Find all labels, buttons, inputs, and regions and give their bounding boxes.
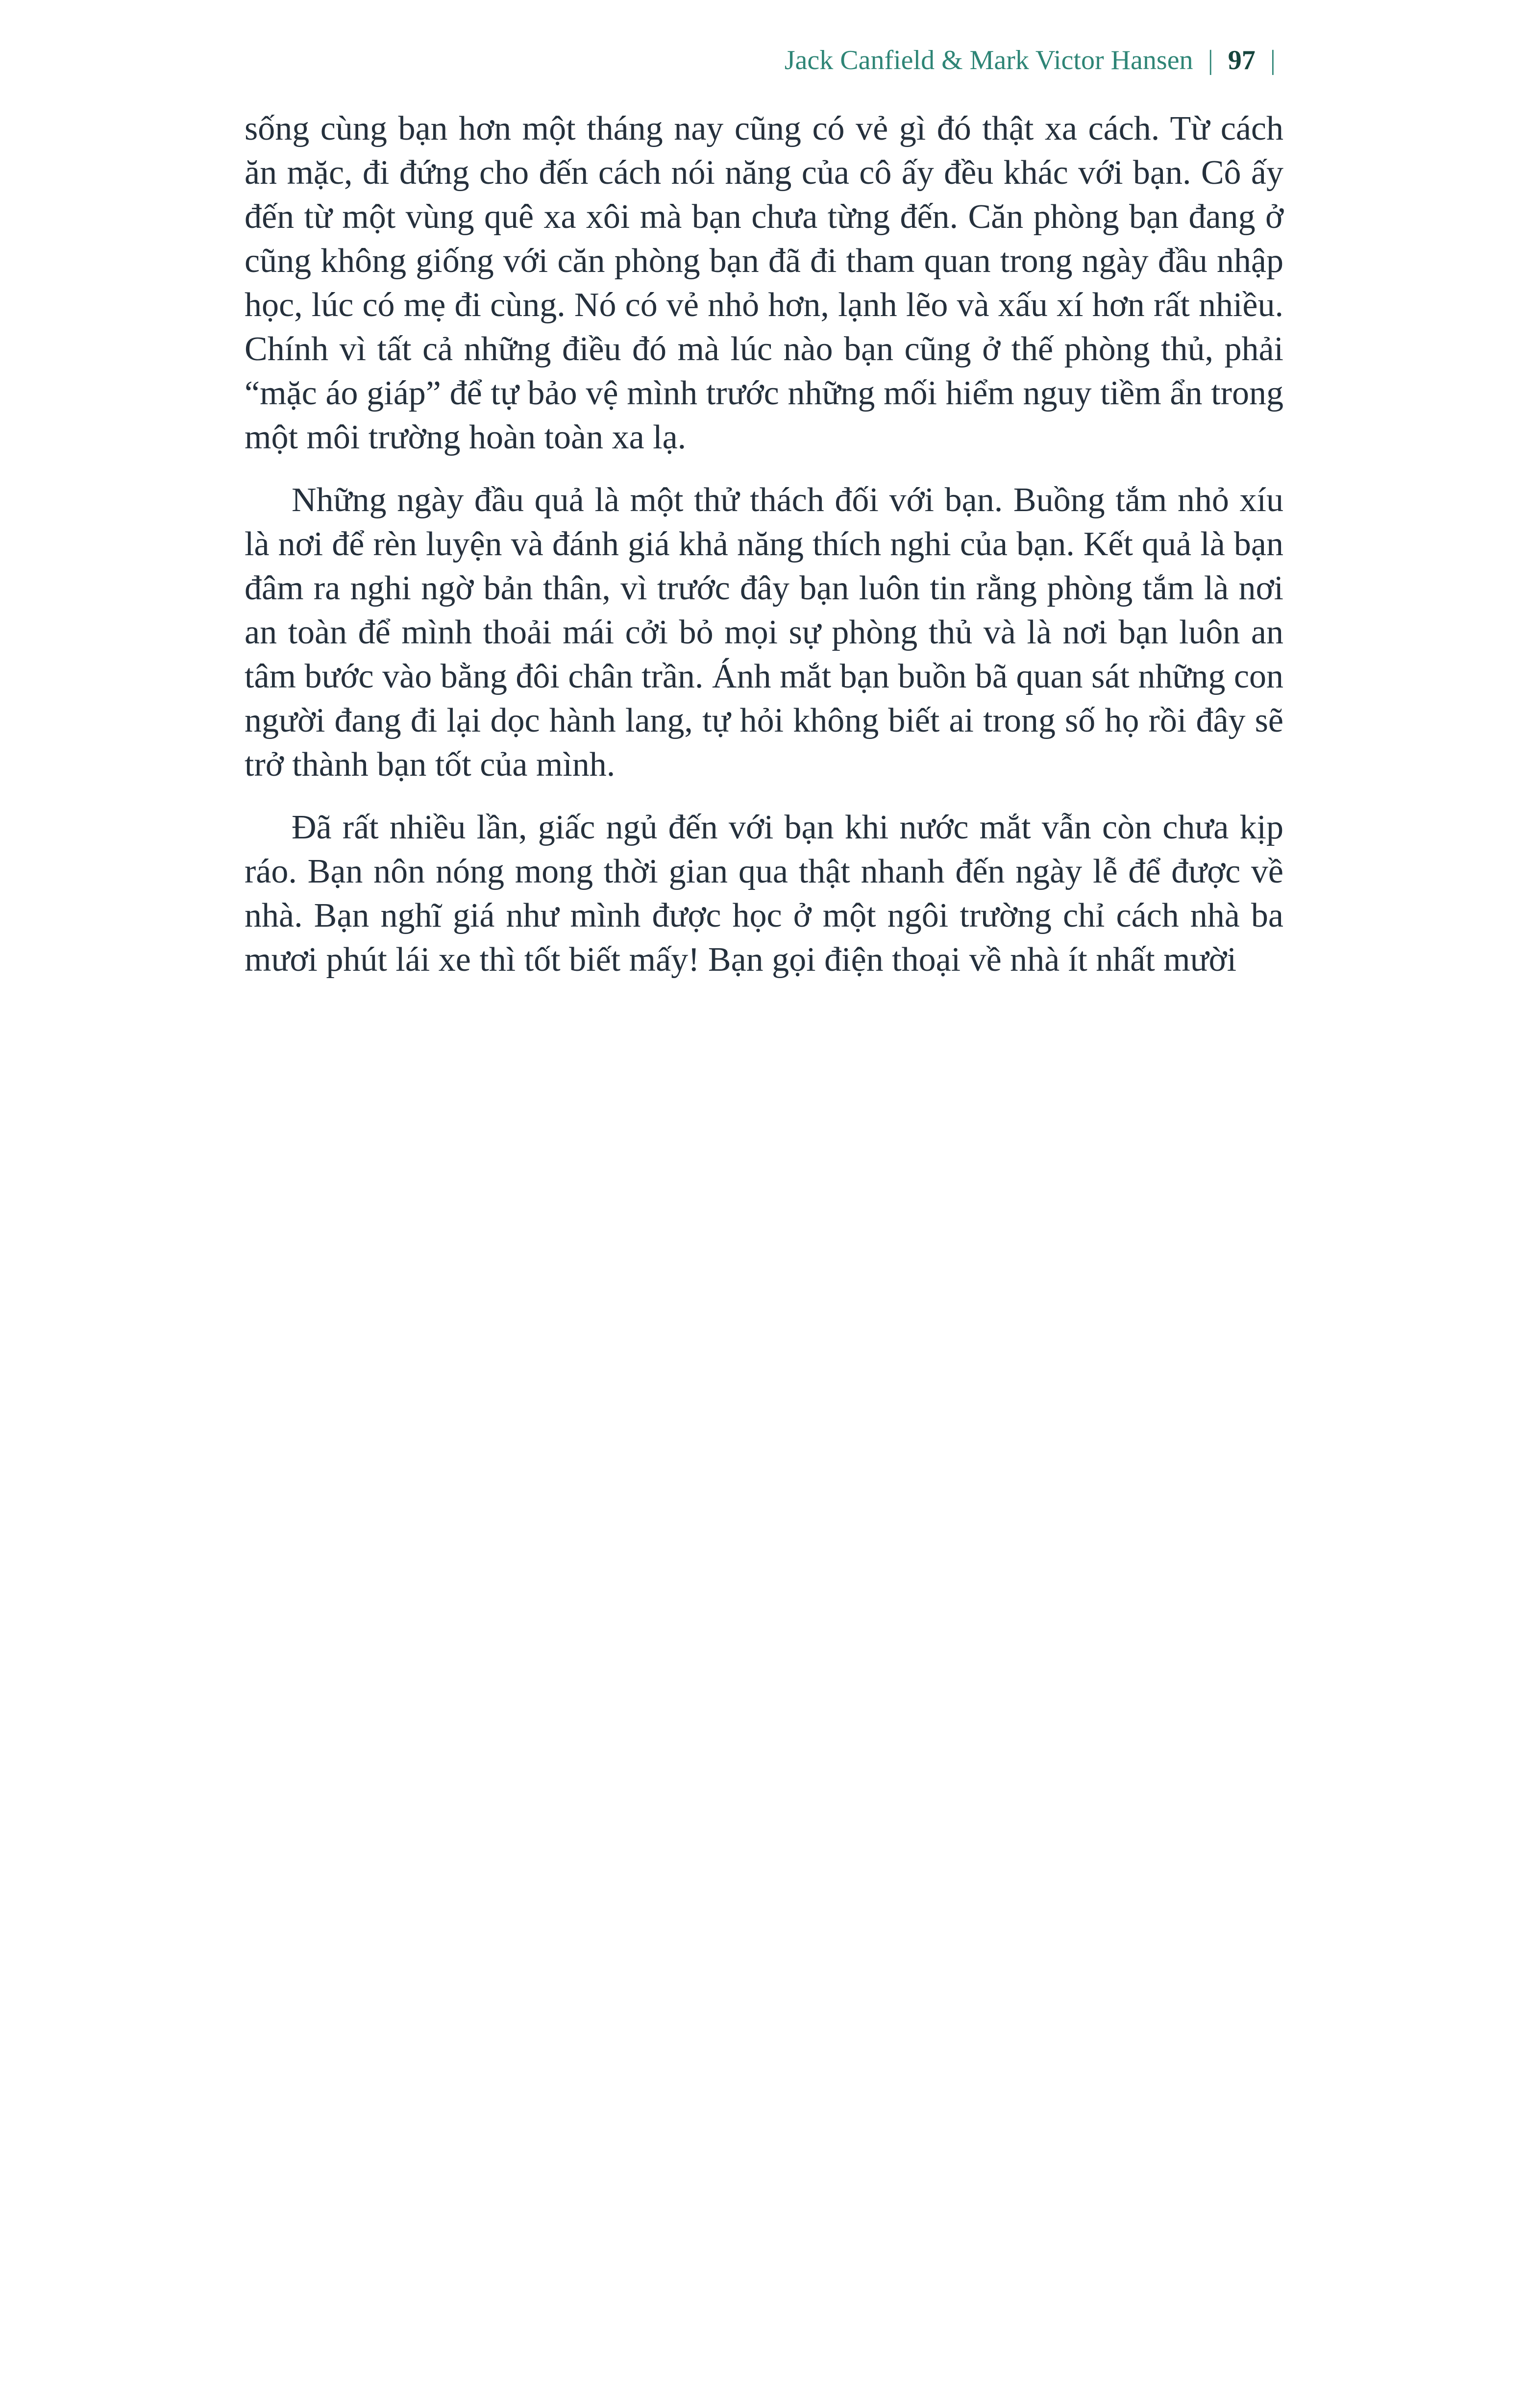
page-number: 97 — [1228, 45, 1256, 75]
header-separator-left: | — [1208, 45, 1213, 75]
page-body — [245, 107, 1283, 982]
header-separator-right: | — [1270, 45, 1276, 75]
header-authors: Jack Canfield & Mark Victor Hansen — [784, 45, 1193, 75]
paragraph-1: sống cùng bạn hơn một tháng nay cũng có vẻ gì đó thật xa cách. Từ cách ăn mặc, đi đứng cho đến cách nói năng của cô ấy đều khác với bạn. Cô ấy đến từ một vùng quê xa xôi mà bạn chưa từng đến. Căn phòng bạn đang ở cũng không giống với căn phòng bạn đã đi tham quan trong ngày đầu nhập học, lúc có mẹ đi cùng. Nó có vẻ nhỏ hơn, lạnh lẽo và xấu xí hơn rất nhiều. Chính vì tất cả những điều đó mà lúc nào bạn cũng ở thế phòng thủ, phải “mặc áo giáp” để tự bảo vệ mình trước những mối hiểm nguy tiềm ẩn trong một môi trường hoàn toàn xa lạ. — [245, 110, 1283, 456]
page-header — [245, 43, 1283, 77]
paragraph-3: Đã rất nhiều lần, giấc ngủ đến với bạn khi nước mắt vẫn còn chưa kịp ráo. Bạn nôn nóng mong thời gian qua thật nhanh đến ngày lễ để được về nhà. Bạn nghĩ giá như mình được học ở một ngôi trường chỉ cách nhà ba mươi phút lái xe thì tốt biết mấy! Bạn gọi điện thoại về nhà ít nhất mười — [245, 809, 1283, 979]
content-column — [245, 0, 1283, 982]
paragraph-2: Những ngày đầu quả là một thử thách đối với bạn. Buồng tắm nhỏ xíu là nơi để rèn luyện và đánh giá khả năng thích nghi của bạn. Kết quả là bạn đâm ra nghi ngờ bản thân, vì trước đây bạn luôn tin rằng phòng tắm là nơi an toàn để mình thoải mái cởi bỏ mọi sự phòng thủ và là nơi bạn luôn an tâm bước vào bằng đôi chân trần. Ánh mắt bạn buồn bã quan sát những con người đang đi lại dọc hành lang, tự hỏi không biết ai trong số họ rồi đây sẽ trở thành bạn tốt của mình. — [245, 481, 1283, 784]
